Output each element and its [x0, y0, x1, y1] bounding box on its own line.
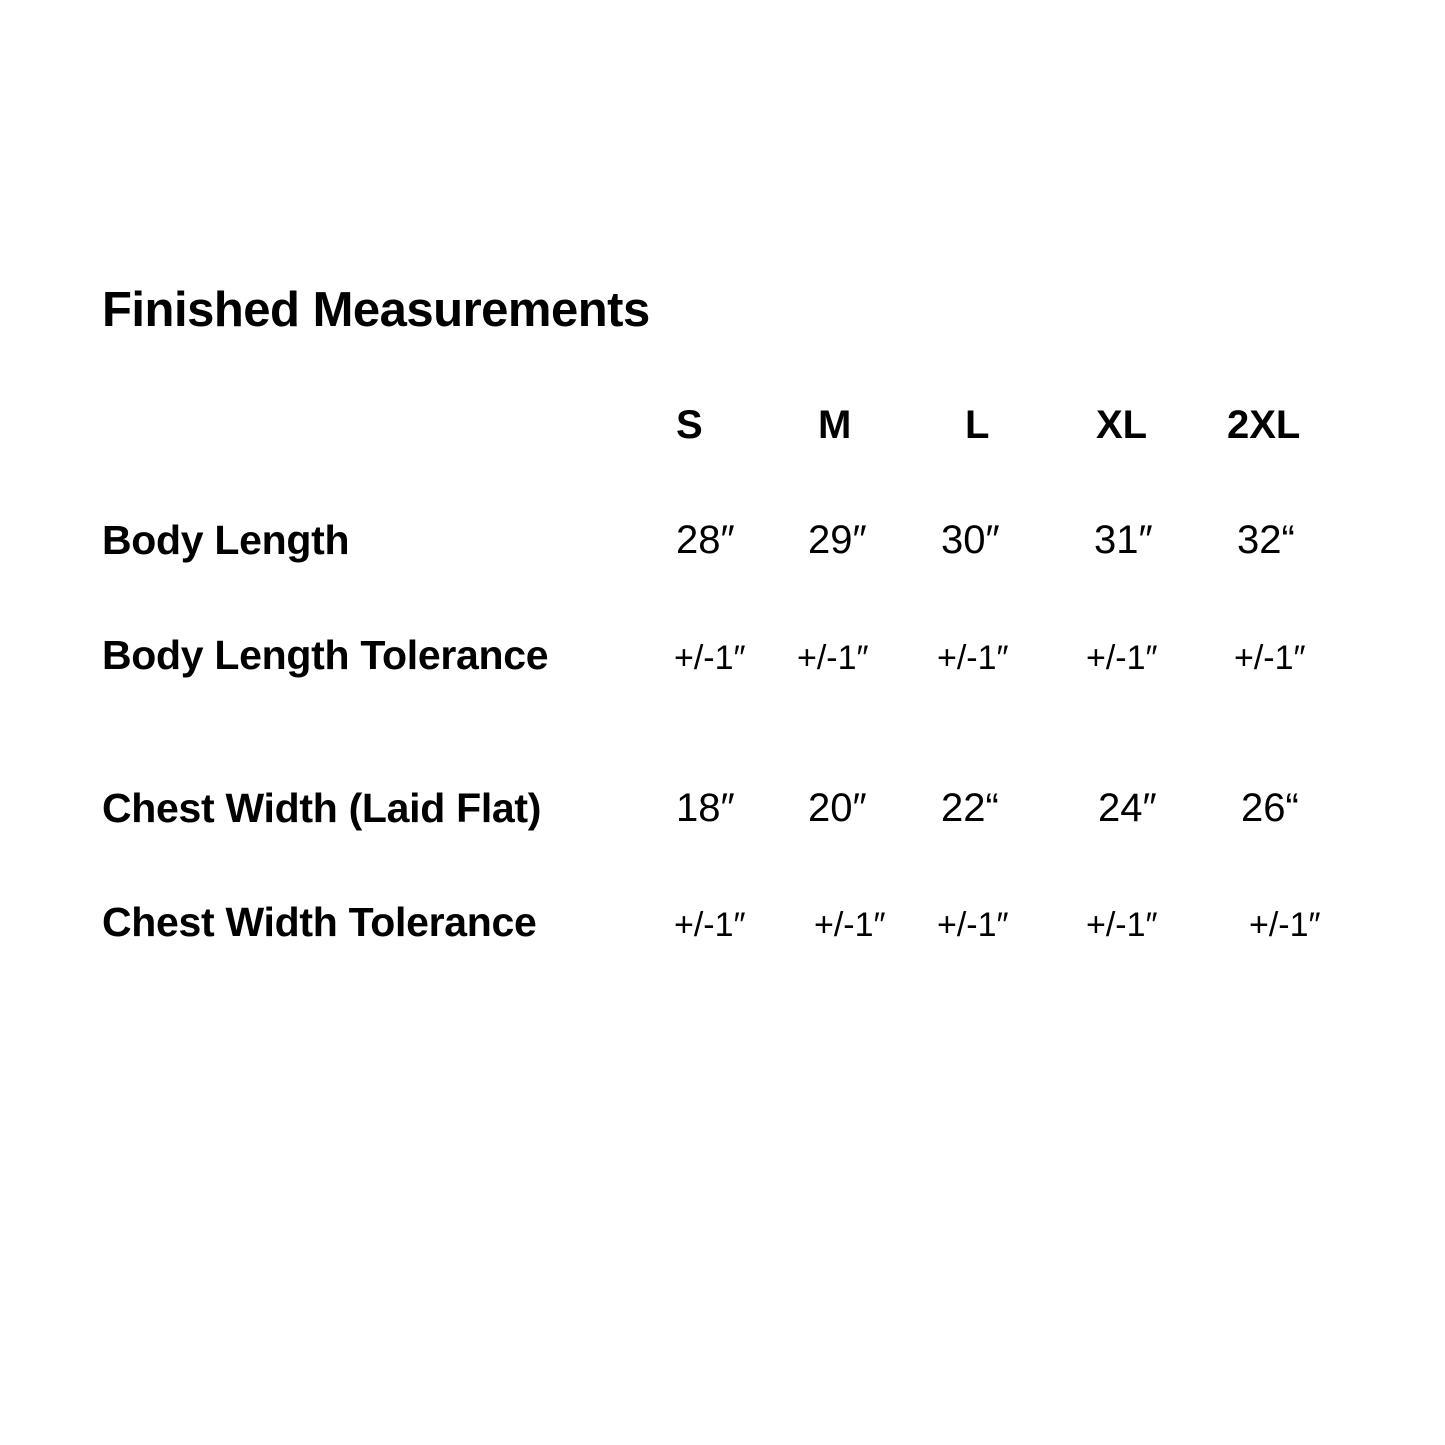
size-header-xl: XL [1096, 403, 1148, 447]
body-length-tolerance-2xl: +/-1″ [1234, 639, 1306, 677]
chest-width-tolerance-m: +/-1″ [814, 906, 886, 944]
body-length-tolerance-xl: +/-1″ [1086, 639, 1158, 677]
size-header-l: L [965, 403, 990, 447]
body-length-tolerance-l: +/-1″ [937, 639, 1009, 677]
size-header-2xl: 2XL [1227, 403, 1301, 447]
chest-width-l: 22“ [941, 786, 999, 830]
chest-width-tolerance-2xl: +/-1″ [1249, 906, 1321, 944]
body-length-tolerance-m: +/-1″ [797, 639, 869, 677]
chest-width-tolerance-xl: +/-1″ [1086, 906, 1158, 944]
chest-width-2xl: 26“ [1241, 786, 1299, 830]
row-label-body-length-tolerance: Body Length Tolerance [102, 632, 549, 678]
chest-width-s: 18″ [676, 786, 735, 830]
body-length-m: 29″ [808, 518, 867, 562]
page-title: Finished Measurements [102, 283, 650, 337]
body-length-tolerance-s: +/-1″ [674, 639, 746, 677]
chest-width-xl: 24″ [1098, 786, 1157, 830]
body-length-xl: 31″ [1094, 518, 1153, 562]
chest-width-tolerance-l: +/-1″ [937, 906, 1009, 944]
chest-width-tolerance-s: +/-1″ [674, 906, 746, 944]
row-label-chest-width: Chest Width (Laid Flat) [102, 785, 542, 831]
body-length-l: 30″ [941, 518, 1000, 562]
body-length-s: 28″ [676, 518, 735, 562]
body-length-2xl: 32“ [1237, 518, 1295, 562]
chest-width-m: 20″ [808, 786, 867, 830]
row-label-body-length: Body Length [102, 517, 350, 563]
size-header-s: S [676, 403, 703, 447]
size-header-m: M [818, 403, 852, 447]
row-label-chest-width-tolerance: Chest Width Tolerance [102, 899, 537, 945]
